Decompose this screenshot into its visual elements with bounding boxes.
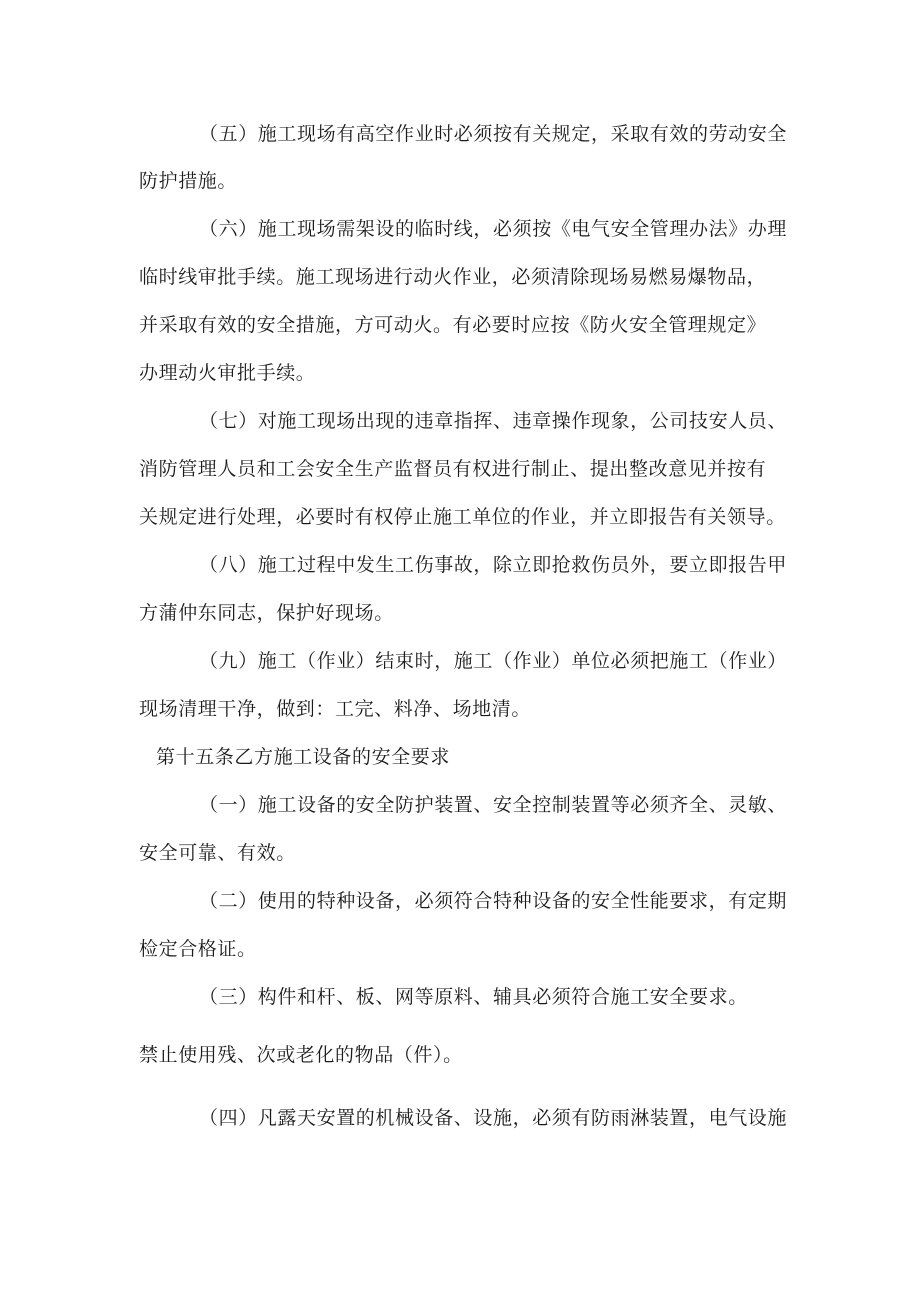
text-line: 防护措施。 — [139, 170, 238, 192]
text-line: （八）施工过程中发生工伤事故，除立即抢救伤员外，要立即报告甲 — [199, 554, 788, 576]
text-line: 消防管理人员和工会安全生产监督员有权进行制止、提出整改意见并按有 — [139, 458, 767, 480]
text-line: 检定合格证。 — [139, 938, 257, 960]
text-line: （三）构件和杆、板、网等原料、辅具必须符合施工安全要求。 — [199, 986, 748, 1008]
text-line: 关规定进行处理，必要时有权停止施工单位的作业，并立即报告有关领导。 — [139, 506, 786, 528]
text-line: （五）施工现场有高空作业时必须按有关规定，采取有效的劳动安全 — [199, 123, 788, 145]
text-line: （二）使用的特种设备，必须符合特种设备的安全性能要求，有定期 — [199, 890, 788, 912]
text-line: （九）施工（作业）结束时，施工（作业）单位必须把施工（作业） — [199, 650, 788, 672]
text-line: 安全可靠、有效。 — [139, 842, 296, 864]
text-line: 方蒲仲东同志，保护好现场。 — [139, 602, 394, 624]
text-line: （七）对施工现场出现的违章指挥、违章操作现象，公司技安人员、 — [199, 410, 788, 432]
text-line: 禁止使用残、次或老化的物品（件）。 — [139, 1044, 463, 1066]
text-line: 临时线审批手续。施工现场进行动火作业，必须清除现场易燃易爆物品， — [139, 266, 767, 288]
text-line: 办理动火审批手续。 — [139, 362, 316, 384]
text-line: 现场清理干净，做到：工完、料净、场地清。 — [139, 698, 532, 720]
text-line: 并采取有效的安全措施，方可动火。有必要时应按《防火安全管理规定》 — [139, 314, 767, 336]
text-line: （四）凡露天安置的机械设备、设施，必须有防雨淋装置，电气设施 — [199, 1107, 788, 1129]
article-heading: 第十五条乙方施工设备的安全要求 — [156, 746, 451, 768]
text-line: （六）施工现场需架设的临时线，必须按《电气安全管理办法》办理 — [199, 218, 788, 240]
text-line: （一）施工设备的安全防护装置、安全控制装置等必须齐全、灵敏、 — [199, 794, 788, 816]
